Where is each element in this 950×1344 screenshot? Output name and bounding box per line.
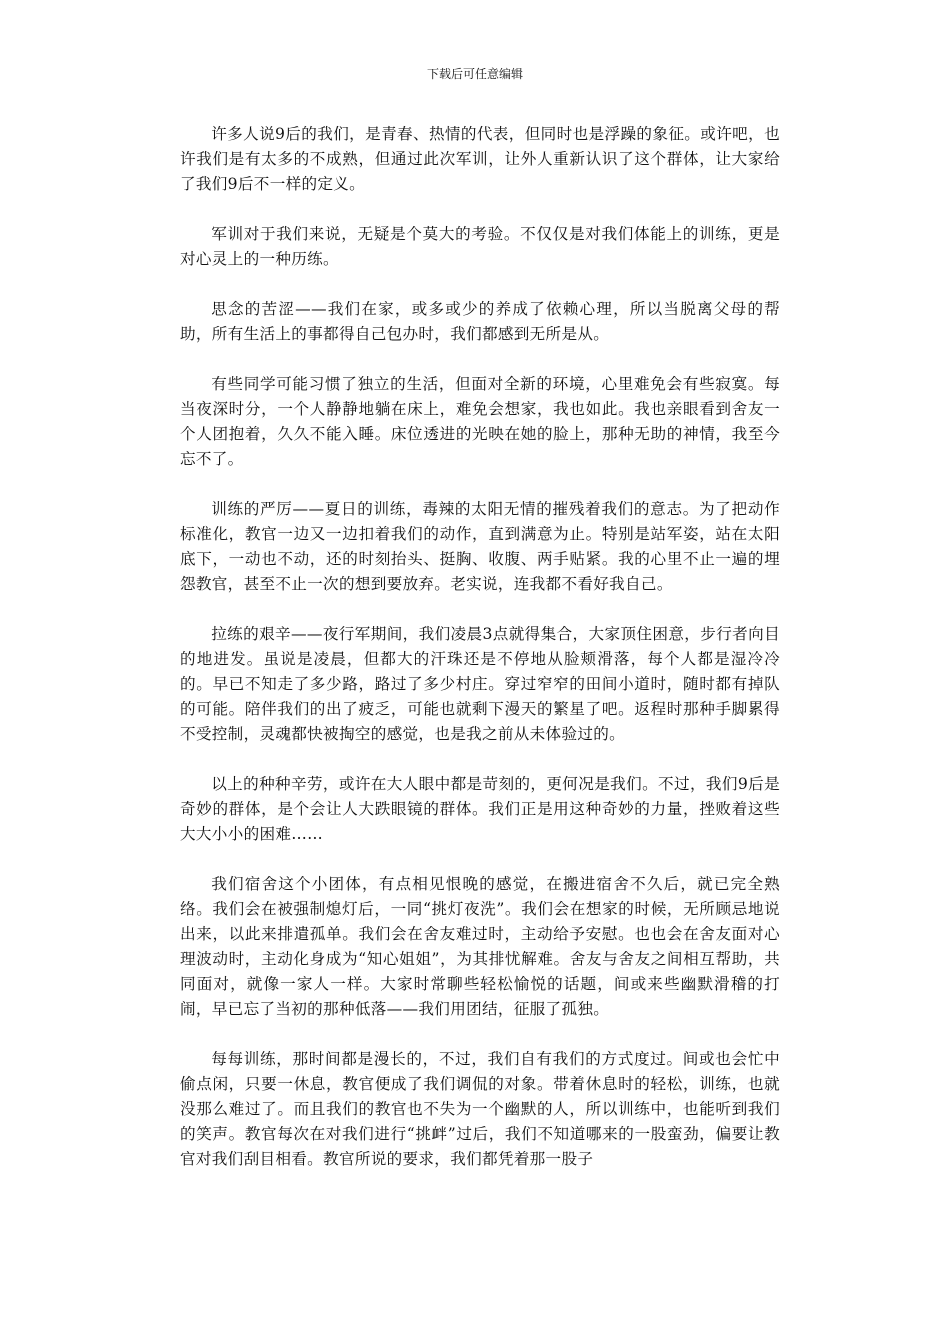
document-body [180, 122, 780, 1197]
paragraph-6: 拉练的艰辛——夜行军期间，我们凌晨3点就得集合，大家顶住困意，步行者向目的地进发。虽说是凌晨，但都大的汗珠还是不停地从脸颊滑落，每个人都是湿冷冷的。早已不知走了多少路，路过了多少村庄。穿过窄窄的田间小道时，随时都有掉队的可能。陪伴我们的出了疲乏，可能也就剩下漫天的繁星了吧。返程时那种手脚累得不受控制，灵魂都快被掏空的感觉，也是我之前从未体验过的。 [180, 625, 780, 743]
paragraph-8: 我们宿舍这个小团体，有点相见恨晚的感觉，在搬进宿舍不久后，就已完全熟络。我们会在被强制熄灯后，一同“挑灯夜洗”。我们会在想家的时候，无所顾忌地说出来，以此来排遣孤单。我们会在舍友难过时，主动给予安慰。也也会在舍友面对心理波动时，主动化身成为“知心姐姐”，为其排忧解难。舍友与舍友之间相互帮助，共同面对，就像一家人一样。大家时常聊些轻松愉悦的话题，间或来些幽默滑稽的打闹，早已忘了当初的那种低落——我们用团结，征服了孤独。 [180, 875, 780, 1018]
paragraph-2: 军训对于我们来说，无疑是个莫大的考验。不仅仅是对我们体能上的训练，更是对心灵上的一种历练。 [180, 225, 780, 268]
paragraph-1: 许多人说9后的我们，是青春、热情的代表，但同时也是浮躁的象征。或许吧，也许我们是有太多的不成熟，但通过此次军训，让外人重新认识了这个群体，让大家给了我们9后不一样的定义。 [180, 125, 780, 193]
paragraph-3: 思念的苦涩——我们在家，或多或少的养成了依赖心理，所以当脱离父母的帮助，所有生活上的事都得自己包办时，我们都感到无所是从。 [180, 300, 780, 343]
page-header: 下载后可任意编辑 [426, 67, 523, 81]
paragraph-7: 以上的种种辛劳，或许在大人眼中都是苛刻的，更何况是我们。不过，我们9后是奇妙的群体，是个会让人大跌眼镜的群体。我们正是用这种奇妙的力量，挫败着这些大大小小的困难…… [180, 775, 780, 843]
paragraph-4: 有些同学可能习惯了独立的生活，但面对全新的环境，心里难免会有些寂寞。每当夜深时分，一个人静静地躺在床上，难免会想家，我也如此。我也亲眼看到舍友一个人团抱着，久久不能入睡。床位透进的光映在她的脸上，那种无助的神情，我至今忘不了。 [180, 375, 780, 468]
paragraph-5: 训练的严厉——夏日的训练，毒辣的太阳无情的摧残着我们的意志。为了把动作标准化，教官一边又一边扣着我们的动作，直到满意为止。特别是站军姿，站在太阳底下，一动也不动，还的时刻抬头、挺胸、收腹、两手贴紧。我的心里不止一遍的埋怨教官，甚至不止一次的想到要放弃。老实说，连我都不看好我自己。 [180, 500, 780, 593]
paragraph-9: 每每训练，那时间都是漫长的，不过，我们自有我们的方式度过。间或也会忙中偷点闲，只要一休息，教官便成了我们调侃的对象。带着休息时的轻松，训练，也就没那么难过了。而且我们的教官也不失为一个幽默的人，所以训练中，也能听到我们的笑声。教官每次在对我们进行“挑衅”过后，我们不知道哪来的一股蛮劲，偏要让教官对我们刮目相看。教官所说的要求，我们都凭着那一股子 [180, 1050, 780, 1168]
